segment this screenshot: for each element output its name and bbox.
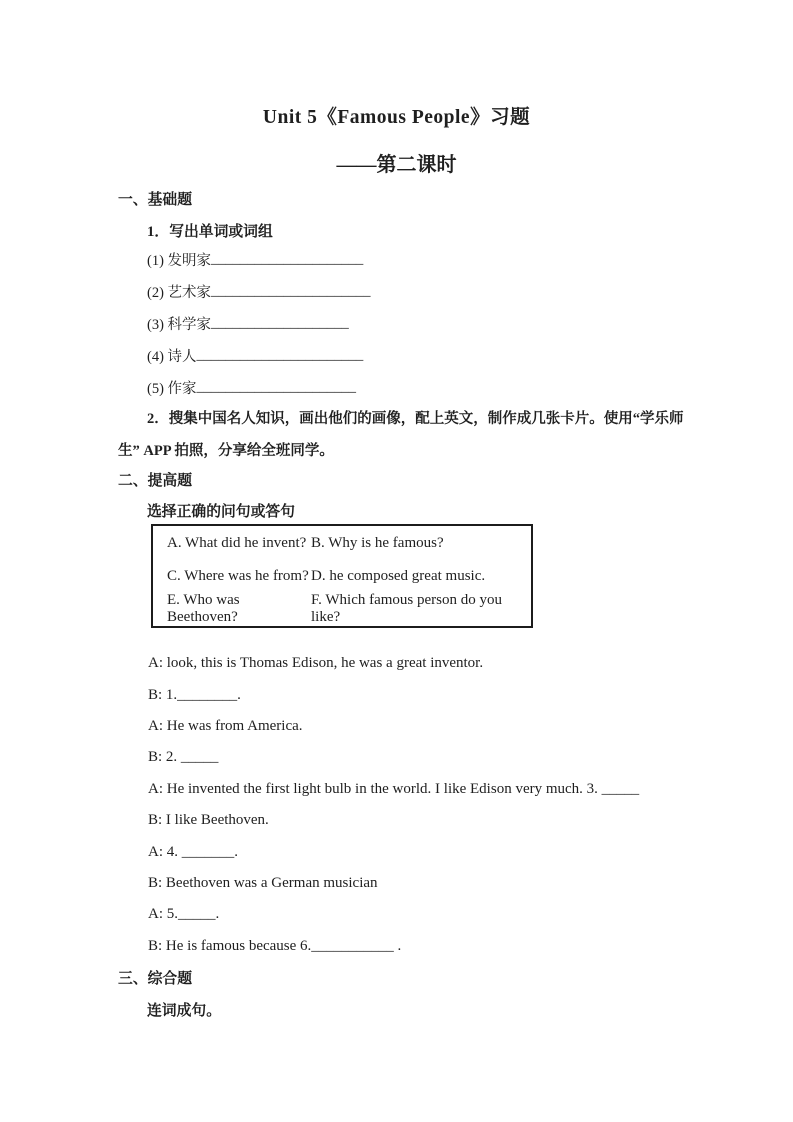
- vocab-item-blank: _______________________: [196, 346, 364, 363]
- dialogue-line-4: B: 2. _____: [148, 749, 219, 766]
- choice-option-d: D. he composed great music.: [311, 567, 486, 584]
- section-comprehensive-heading: 三、综合题: [118, 971, 192, 987]
- vocab-item-inventor: [147, 244, 371, 276]
- section-improve-heading: 二、提高题: [118, 473, 192, 489]
- vocab-item-label: (2) 艺术家: [147, 285, 212, 302]
- dialogue-line-5: A: He invented the first light bulb in the world. I like Edison very much. 3. _____: [148, 780, 640, 797]
- dialogue-line-8: B: Beethoven was a German musician: [148, 874, 378, 891]
- vocab-item-label: (4) 诗人: [147, 348, 197, 365]
- dialogue-line-9: A: 5._____.: [148, 906, 220, 923]
- dialogue-line-2: B: 1.________.: [148, 686, 241, 703]
- vocab-item-label: (3) 科学家: [147, 316, 212, 333]
- vocab-item-scientist: [147, 308, 371, 340]
- choice-option-e: E. Who was Beethoven?: [167, 591, 240, 625]
- choose-sentence-instruction: 选择正确的问句或答句: [147, 504, 295, 520]
- vocab-item-blank: ___________________: [211, 314, 349, 331]
- section-basic-heading: 一、基础题: [118, 192, 192, 208]
- vocab-item-poet: [147, 339, 371, 371]
- document-title: Unit 5《Famous People》习题: [262, 107, 531, 128]
- make-sentences-instruction: 连词成句。: [147, 1003, 221, 1019]
- vocab-item-blank: ______________________: [196, 378, 357, 395]
- choice-row-ab: [167, 527, 531, 560]
- choice-option-a: A. What did he invent?: [167, 535, 307, 551]
- dialogue-line-6: B: I like Beethoven.: [148, 812, 269, 829]
- vocab-item-blank: _____________________: [211, 251, 364, 268]
- dialogue-block: [148, 648, 639, 962]
- choice-option-f: F. Which famous person do you like?: [311, 591, 503, 625]
- task-write-words-heading: 1．写出单词或词组: [147, 224, 273, 240]
- task-collect-cards-line2: 生” APP 拍照，分享给全班同学。: [118, 443, 334, 459]
- task-collect-cards-line1: 2．搜集中国名人知识，画出他们的画像，配上英文，制作成几张卡片。使用“学乐师: [147, 411, 684, 427]
- vocab-item-writer: [147, 371, 371, 403]
- document-subtitle: ——第二课时: [336, 154, 457, 176]
- choices-box: [151, 524, 533, 628]
- choice-option-b: B. Why is he famous?: [311, 535, 444, 551]
- dialogue-line-3: A: He was from America.: [148, 717, 303, 734]
- vocab-fill-in-list: [147, 244, 371, 403]
- vocab-item-label: (5) 作家: [147, 380, 197, 397]
- vocab-item-label: (1) 发明家: [147, 253, 212, 270]
- dialogue-line-7: A: 4. _______.: [148, 843, 238, 860]
- vocab-item-blank: ______________________: [211, 283, 371, 300]
- vocab-item-artist: [147, 276, 371, 308]
- dialogue-line-10: B: He is famous because 6.___________ .: [148, 937, 402, 954]
- choice-option-c: C. Where was he from?: [167, 567, 309, 584]
- dialogue-line-1: A: look, this is Thomas Edison, he was a great inventor.: [148, 655, 484, 672]
- choice-row-cd: [167, 560, 531, 593]
- choice-row-ef: [167, 592, 531, 625]
